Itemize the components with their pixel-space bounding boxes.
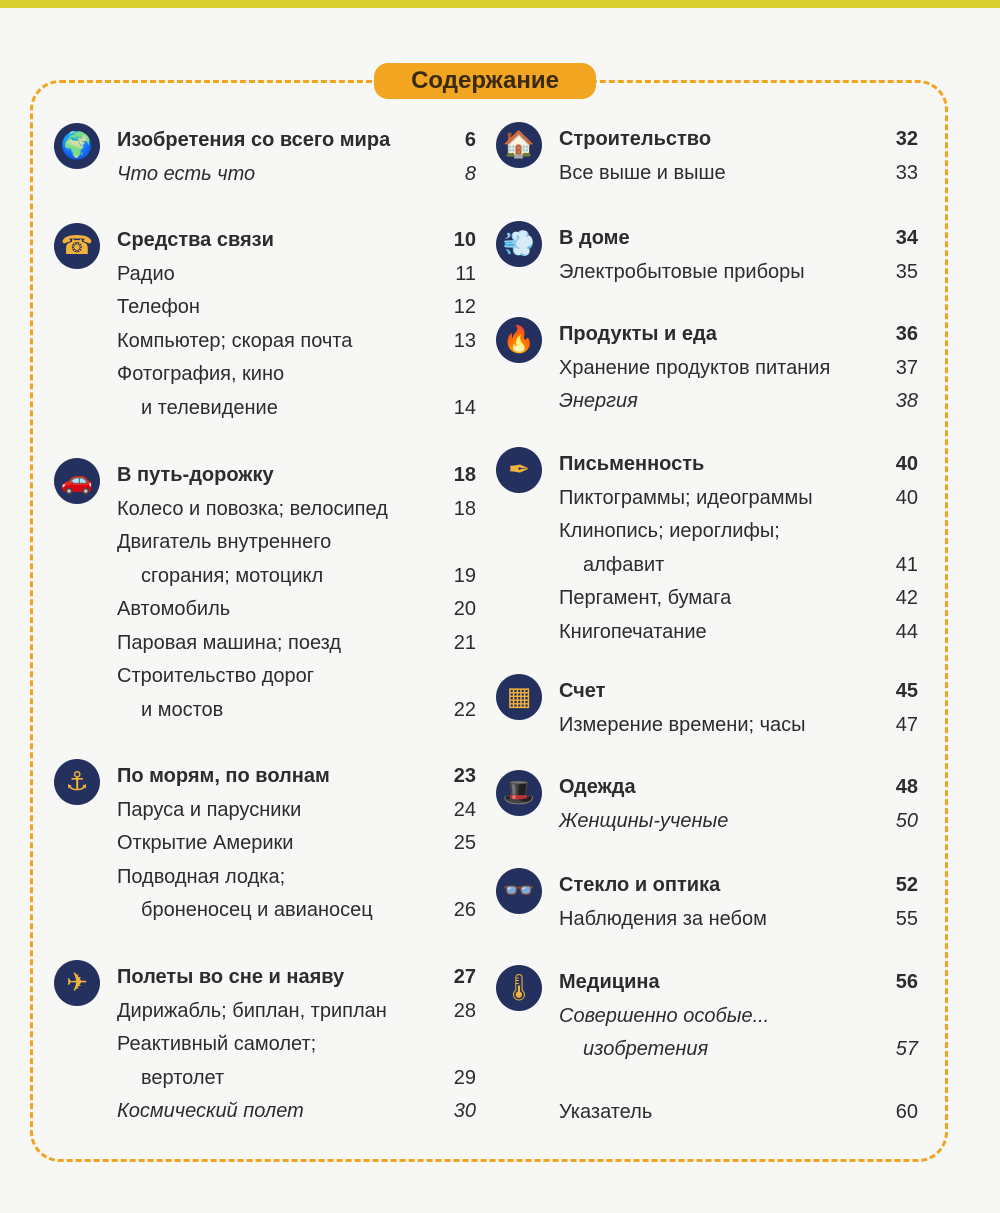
- toc-page-number: 22: [453, 698, 476, 721]
- toc-page-number: 26: [453, 899, 476, 921]
- toc-entry-title: Счет: [559, 680, 606, 702]
- toc-page-number: 27: [453, 966, 476, 988]
- contents-title: Содержание: [374, 63, 596, 99]
- toc-page-number: 18: [453, 497, 476, 520]
- top-color-strip: [0, 0, 1000, 8]
- toc-page-number: 20: [453, 598, 476, 620]
- toc-entry-title: Одежда: [559, 776, 636, 798]
- toc-entry-title: Медицина: [559, 971, 660, 993]
- toc-entry-title: Все выше и выше: [559, 161, 726, 184]
- toc-page-number: 6: [464, 129, 476, 151]
- toc-page-number: 52: [895, 874, 918, 896]
- toc-entry-title: Фотография, кино: [117, 363, 285, 385]
- toc-entry-title: Пергамент, бумага: [559, 587, 732, 609]
- toc-page-number: 55: [895, 907, 918, 930]
- toc-entry-title: Колесо и повозка; велосипед: [117, 497, 388, 520]
- toc-page-number: 21: [453, 631, 476, 654]
- toc-entry-title: Радио: [117, 262, 175, 285]
- toc-entry-title: сгорания; мотоцикл: [141, 564, 324, 587]
- toc-page-number: 10: [453, 229, 476, 251]
- toc-entry-title: Автомобиль: [117, 598, 231, 620]
- submarine-icon: ⚓: [54, 759, 100, 805]
- toc-page-number: 48: [895, 776, 918, 798]
- toc-entry-title: Дирижабль; биплан, триплан: [117, 999, 387, 1022]
- toc-entry-title: изобретения: [583, 1038, 709, 1060]
- globe-icon: 🌍: [54, 123, 100, 169]
- toc-entry-title: Средства связи: [117, 229, 274, 251]
- toc-entry-title: Энергия: [559, 390, 638, 412]
- toc-entry-title: Письменность: [559, 453, 705, 475]
- toc-entry-title: Женщины-ученые: [559, 809, 729, 832]
- abacus-icon: ▦: [496, 674, 542, 720]
- toc-page-number: 30: [453, 1100, 476, 1122]
- toc-page-number: 25: [453, 832, 476, 854]
- toc-entry-title: Измерение времени; часы: [559, 713, 806, 736]
- toc-page-number: 60: [895, 1101, 918, 1123]
- toc-entry-title: Книгопечатание: [559, 620, 707, 643]
- toc-entry-title: Указатель: [559, 1101, 653, 1123]
- toc-entry-title: вертолет: [141, 1066, 225, 1089]
- toc-page-number: 8: [464, 162, 476, 185]
- toc-entry-title: и телевидение: [141, 396, 278, 419]
- toc-page-number: 14: [453, 396, 476, 419]
- campfire-icon: 🔥: [496, 317, 542, 363]
- toc-entry-title: Что есть что: [117, 162, 256, 185]
- toc-entry-title: Открытие Америки: [117, 832, 294, 854]
- quill-icon: ✒: [496, 447, 542, 493]
- toc-page-number: 12: [453, 296, 476, 318]
- toc-entry-title: алфавит: [583, 553, 665, 576]
- toc-entry-title: Клинопись; иероглифы;: [559, 520, 780, 542]
- toc-entry-title: Подводная лодка;: [117, 865, 286, 888]
- toc-entry-title: Телефон: [117, 296, 200, 318]
- toc-page-number: 47: [895, 713, 918, 736]
- toc-entry-title: Хранение продуктов питания: [559, 356, 831, 379]
- toc-page-number: 19: [453, 564, 476, 587]
- airplane-icon: ✈: [54, 960, 100, 1006]
- toc-page-number: 50: [895, 809, 918, 832]
- toc-entry-title: Наблюдения за небом: [559, 907, 767, 930]
- toc-page-number: 33: [895, 161, 918, 184]
- toc-page-number: 35: [895, 260, 918, 283]
- toc-entry-title: Совершенно особые...: [559, 1004, 770, 1027]
- toc-entry-title: В путь-дорожку: [117, 464, 274, 486]
- toc-entry-title: В доме: [559, 227, 630, 249]
- toc-entry-title: Двигатель внутреннего: [117, 531, 332, 553]
- thermometer-icon: 🌡: [496, 965, 542, 1011]
- toc-entry-title: Стекло и оптика: [559, 874, 721, 896]
- hair-dryer-icon: 💨: [496, 221, 542, 267]
- toc-page-number: 34: [895, 227, 918, 249]
- toc-page-number: 32: [895, 128, 918, 150]
- toc-entry-title: Продукты и еда: [559, 323, 717, 345]
- toc-page-number: 23: [453, 765, 476, 787]
- toc-page-number: 18: [453, 464, 476, 486]
- glasses-icon: 👓: [496, 868, 542, 914]
- hat-icon: 🎩: [496, 770, 542, 816]
- toc-page-number: 57: [895, 1038, 918, 1060]
- toc-entry-title: Строительство дорог: [117, 665, 315, 687]
- toc-page-number: 40: [895, 486, 918, 509]
- telephone-icon: ☎: [54, 223, 100, 269]
- toc-page-number: 11: [455, 262, 476, 285]
- toc-entry-title: Строительство: [559, 128, 712, 150]
- toc-entry-title: По морям, по волнам: [117, 765, 330, 787]
- toc-page-number: 44: [895, 620, 918, 643]
- toc-page-number: 42: [895, 587, 918, 609]
- toc-page-number: 45: [895, 680, 918, 702]
- toc-page-number: 41: [895, 553, 918, 576]
- toc-entry-title: Реактивный самолет;: [117, 1033, 317, 1055]
- toc-page-number: 28: [453, 999, 476, 1022]
- toc-page-number: 13: [453, 329, 476, 352]
- toc-page-number: 36: [895, 323, 918, 345]
- toc-page-number: 29: [453, 1066, 476, 1089]
- toc-entry-title: Паруса и парусники: [117, 798, 302, 821]
- toc-entry-title: Изобретения со всего мира: [117, 129, 391, 151]
- toc-entry-title: Полеты во сне и наяву: [117, 966, 345, 988]
- toc-entry-title: Электробытовые приборы: [559, 260, 805, 283]
- toc-entry-title: и мостов: [141, 698, 224, 721]
- house-icon: 🏠: [496, 122, 542, 168]
- toc-page-number: 37: [895, 356, 918, 379]
- toc-entry-title: броненосец и авианосец: [141, 899, 373, 921]
- toc-entry-title: Космический полет: [117, 1100, 304, 1122]
- car-icon: 🚗: [54, 458, 100, 504]
- toc-page-number: 24: [453, 798, 476, 821]
- toc-page-number: 56: [895, 971, 918, 993]
- toc-entry-title: Пиктограммы; идеограммы: [559, 486, 813, 509]
- toc-entry-title: Паровая машина; поезд: [117, 631, 342, 654]
- toc-page-number: 38: [895, 390, 918, 412]
- toc-page-number: 40: [895, 453, 918, 475]
- toc-entry-title: Компьютер; скорая почта: [117, 329, 353, 352]
